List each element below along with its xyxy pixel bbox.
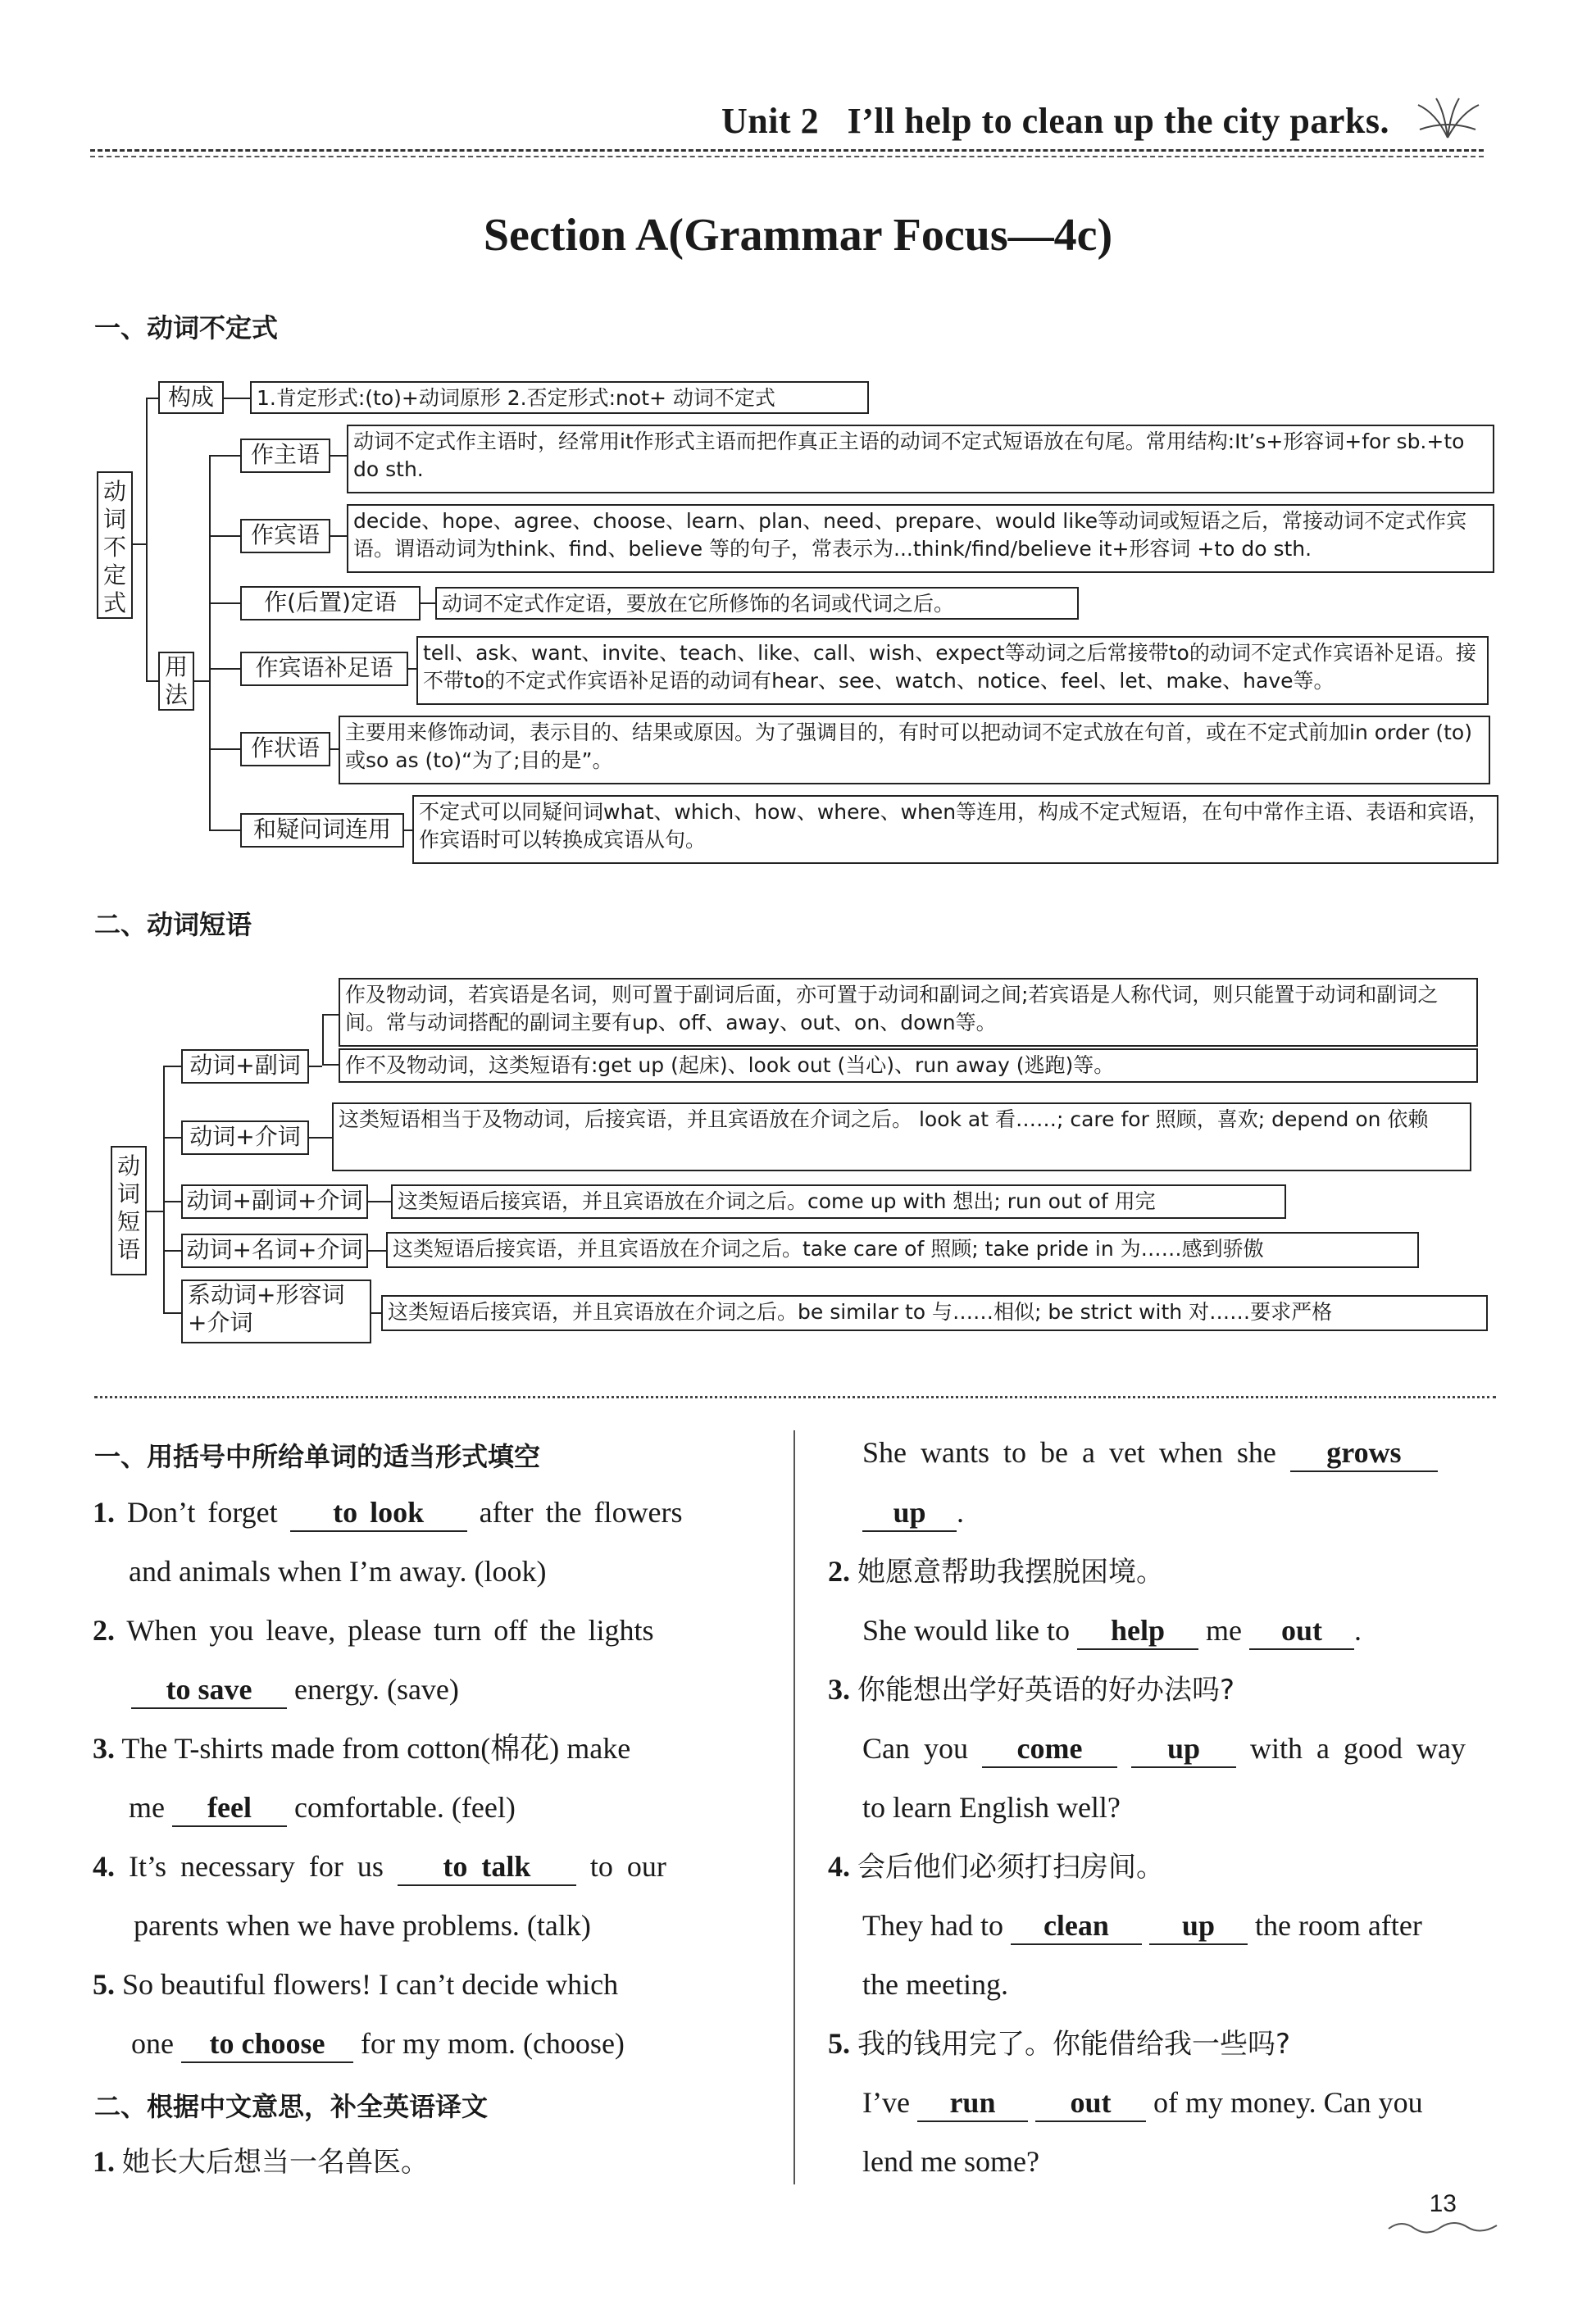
ex1-q4-answer[interactable]: to talk [398, 1850, 576, 1886]
type-text-verb-adverb-intransitive: 作不及物动词，这类短语有:get up (起床)、look out (当心)、run away (逃跑)等。 [339, 1048, 1478, 1083]
section-divider [94, 1396, 1496, 1398]
ex2-q2-chinese: 2. 她愿意帮助我摆脱困境。 [828, 1555, 1164, 1589]
connector [163, 1066, 181, 1067]
connector [322, 1014, 324, 1066]
usage-label-question-words: 和疑问词连用 [240, 813, 404, 848]
ex1-q1-answer[interactable]: to look [290, 1496, 467, 1532]
usage-text-complement: tell、ask、want、invite、teach、like、call、wish、expect等动词之后常接带to的动词不定式作宾语补足语。接不带to的不定式作宾语补足语的动词有hear、see、watch、notice、feel、let、make、have等。 [416, 636, 1489, 705]
connector [371, 1312, 381, 1314]
connector [309, 1137, 332, 1139]
connector [209, 602, 240, 604]
connector [163, 1137, 181, 1139]
footer-ornament-icon [1385, 2217, 1500, 2237]
ex2-q5-english-1: I’ve run out of my money. Can you [862, 2086, 1423, 2122]
usage-text-subject: 动词不定式作主语时，经常用it作形式主语而把作真正主语的动词不定式短语放在句尾。常用结构:It’s+形容词+for sb.+to do sth. [347, 425, 1494, 493]
ex2-q4-english-2: the meeting. [862, 1968, 1008, 2001]
ex1-q3-line2: me feel comfortable. (feel) [129, 1791, 516, 1827]
ex2-q5-english-2: lend me some? [862, 2145, 1039, 2178]
connector [163, 1201, 181, 1202]
exercise2-heading: 二、根据中文意思，补全英语译文 [94, 2091, 489, 2122]
type-label-verb-noun-prep: 动词+名词+介词 [181, 1234, 368, 1268]
usage-text-question-words: 不定式可以同疑问词what、which、how、where、when等连用，构成不定式短语，在句中常作主语、表语和宾语，作宾语时可以转换成宾语从句。 [412, 795, 1498, 864]
type-label-verb-adv-prep: 动词+副词+介词 [181, 1184, 368, 1219]
connector [163, 1066, 165, 1314]
phrasal-root-label: 动词短语 [111, 1146, 147, 1275]
connector [194, 680, 209, 682]
part2-heading: 二、动词短语 [94, 909, 252, 940]
ex1-q2-line2: to save energy. (save) [131, 1673, 459, 1709]
ex1-q4-line2: parents when we have problems. (talk) [134, 1909, 591, 1942]
ex1-q3-answer[interactable]: feel [172, 1791, 287, 1827]
page-header [90, 90, 1484, 168]
ex2-q3-answer-1[interactable]: come [982, 1732, 1117, 1768]
connector [404, 830, 412, 831]
connector [408, 668, 416, 670]
usage-text-attributive: 动词不定式作定语，要放在它所修饰的名词或代词之后。 [435, 587, 1079, 620]
ex2-q1-answer-2[interactable]: up [862, 1496, 957, 1532]
infinitive-root-label: 动词不定式 [97, 471, 133, 619]
ex2-q2-english: She would like to help me out . [862, 1614, 1362, 1650]
ex2-q1-answer-1[interactable]: grows [1290, 1436, 1438, 1472]
usage-text-object: decide、hope、agree、choose、learn、plan、need、prepare、would like等动词或短语之后，常接动词不定式作宾语。谓语动词为think、find、believe 等的句子，常表示为...think/find/believe it+形容词 +to do sth. [347, 504, 1494, 573]
connector [330, 748, 339, 750]
connector [209, 830, 240, 831]
column-divider [793, 1430, 795, 2184]
connector [322, 1014, 339, 1016]
type-label-linking-adj-prep: 系动词+形容词+介词 [181, 1280, 371, 1343]
part1-heading: 一、动词不定式 [94, 312, 279, 343]
ex1-q5-line2: one to choose for my mom. (choose) [131, 2027, 625, 2063]
ex2-q4-answer-2[interactable]: up [1149, 1909, 1248, 1945]
connector [146, 680, 158, 682]
ex2-q5-answer-1[interactable]: run [917, 2086, 1028, 2122]
connector [163, 1250, 181, 1252]
usage-label-subject: 作主语 [240, 439, 330, 473]
usage-label-attributive: 作(后置)定语 [240, 586, 421, 620]
type-text-verb-adverb-transitive: 作及物动词，若宾语是名词，则可置于副词后面，亦可置于动词和副词之间;若宾语是人称代词，则只能置于动词和副词之间。常与动词搭配的副词主要有up、off、away、out、on、down等。 [339, 978, 1478, 1047]
type-label-verb-adverb: 动词+副词 [181, 1049, 309, 1084]
ex2-q1-chinese: 1. 她长大后想当一名兽医。 [93, 2145, 429, 2179]
section-title: Section A(Grammar Focus—4c) [483, 210, 1113, 261]
page-number: 13 [1429, 2190, 1457, 2217]
ex1-q4-line1: 4. It’s necessary for us to talk to our [93, 1850, 666, 1886]
ex2-q2-answer-2[interactable]: out [1249, 1614, 1354, 1650]
ex2-q3-answer-2[interactable]: up [1131, 1732, 1236, 1768]
usage-text-adverbial: 主要用来修饰动词，表示目的、结果或原因。为了强调目的，有时可以把动词不定式放在句首，或在不定式前加in order (to)或so as (to)“为了;目的是”。 [339, 716, 1490, 784]
ex2-q4-english-1: They had to clean up the room after [862, 1909, 1422, 1945]
ex2-q2-answer-1[interactable]: help [1077, 1614, 1198, 1650]
ex1-q1-line2: and animals when I’m away. (look) [129, 1555, 547, 1588]
connector [209, 668, 240, 670]
connector [330, 535, 347, 537]
ex1-q3-line1: 3. The T-shirts made from cotton(棉花) make [93, 1732, 631, 1765]
unit-title: Unit 2 I’ll help to clean up the city parks. [721, 101, 1389, 141]
connector [209, 455, 211, 830]
connector [133, 543, 146, 545]
header-rule [90, 149, 1484, 152]
type-text-verb-noun-prep: 这类短语后接宾语，并且宾语放在介词之后。take care of 照顾; take pride in 为……感到骄傲 [386, 1232, 1419, 1268]
connector [147, 1211, 163, 1212]
ex2-q4-answer-1[interactable]: clean [1011, 1909, 1142, 1945]
ex2-q3-english-2: to learn English well? [862, 1791, 1121, 1824]
connector [146, 398, 158, 399]
ex2-q3-english-1: Can you come up with a good way [862, 1732, 1466, 1768]
connector [224, 398, 250, 399]
gou-cheng-label: 构成 [158, 381, 224, 414]
ex2-q1-line2: up . [862, 1496, 964, 1532]
usage-label-object: 作宾语 [240, 519, 330, 553]
ex2-q5-chinese: 5. 我的钱用完了。你能借给我一些吗? [828, 2027, 1291, 2061]
ex1-q5-line1: 5. So beautiful flowers! I can’t decide which [93, 1968, 619, 2001]
gou-cheng-text: 1.肯定形式:(to)+动词原形 2.否定形式:not+ 动词不定式 [250, 381, 869, 414]
connector [322, 1064, 339, 1066]
ex1-q2-answer[interactable]: to save [131, 1673, 287, 1709]
usage-label-adverbial: 作状语 [240, 732, 330, 766]
ex2-q4-chinese: 4. 会后他们必须打扫房间。 [828, 1850, 1164, 1884]
connector [330, 455, 347, 457]
connector [146, 398, 148, 682]
header-rule-2 [90, 156, 1484, 157]
connector [421, 602, 435, 604]
connector [309, 1066, 322, 1067]
ex2-q5-answer-2[interactable]: out [1035, 2086, 1146, 2122]
type-text-verb-adv-prep: 这类短语后接宾语，并且宾语放在介词之后。come up with 想出; run out of 用完 [391, 1184, 1286, 1219]
connector [209, 535, 240, 537]
connector [209, 748, 240, 750]
usage-label-complement: 作宾语补足语 [240, 652, 408, 686]
ex1-q2-line1: 2. When you leave, please turn off the lights [93, 1614, 654, 1647]
connector [368, 1250, 386, 1252]
connector [368, 1201, 391, 1202]
type-label-verb-prep: 动词+介词 [181, 1120, 309, 1155]
type-text-verb-prep: 这类短语相当于及物动词，后接宾语，并且宾语放在介词之后。 look at 看……; care for 照顾，喜欢; depend on 依赖 [332, 1102, 1471, 1171]
ex1-q1-line1: 1. Don’t forget to look after the flowers [93, 1496, 765, 1532]
type-text-linking-adj-prep: 这类短语后接宾语，并且宾语放在介词之后。be similar to 与……相似; be strict with 对……要求严格 [381, 1295, 1488, 1331]
ex2-q3-chinese: 3. 你能想出学好英语的好办法吗? [828, 1673, 1235, 1707]
exercise1-heading: 一、用括号中所给单词的适当形式填空 [94, 1441, 541, 1472]
ex2-q1-line1: She wants to be a vet when she grows [862, 1436, 1438, 1472]
yong-fa-label: 用法 [158, 652, 194, 711]
ex1-q5-answer[interactable]: to choose [181, 2027, 353, 2063]
connector [209, 455, 240, 457]
header-ornament-icon [1412, 97, 1484, 142]
connector [163, 1312, 181, 1314]
